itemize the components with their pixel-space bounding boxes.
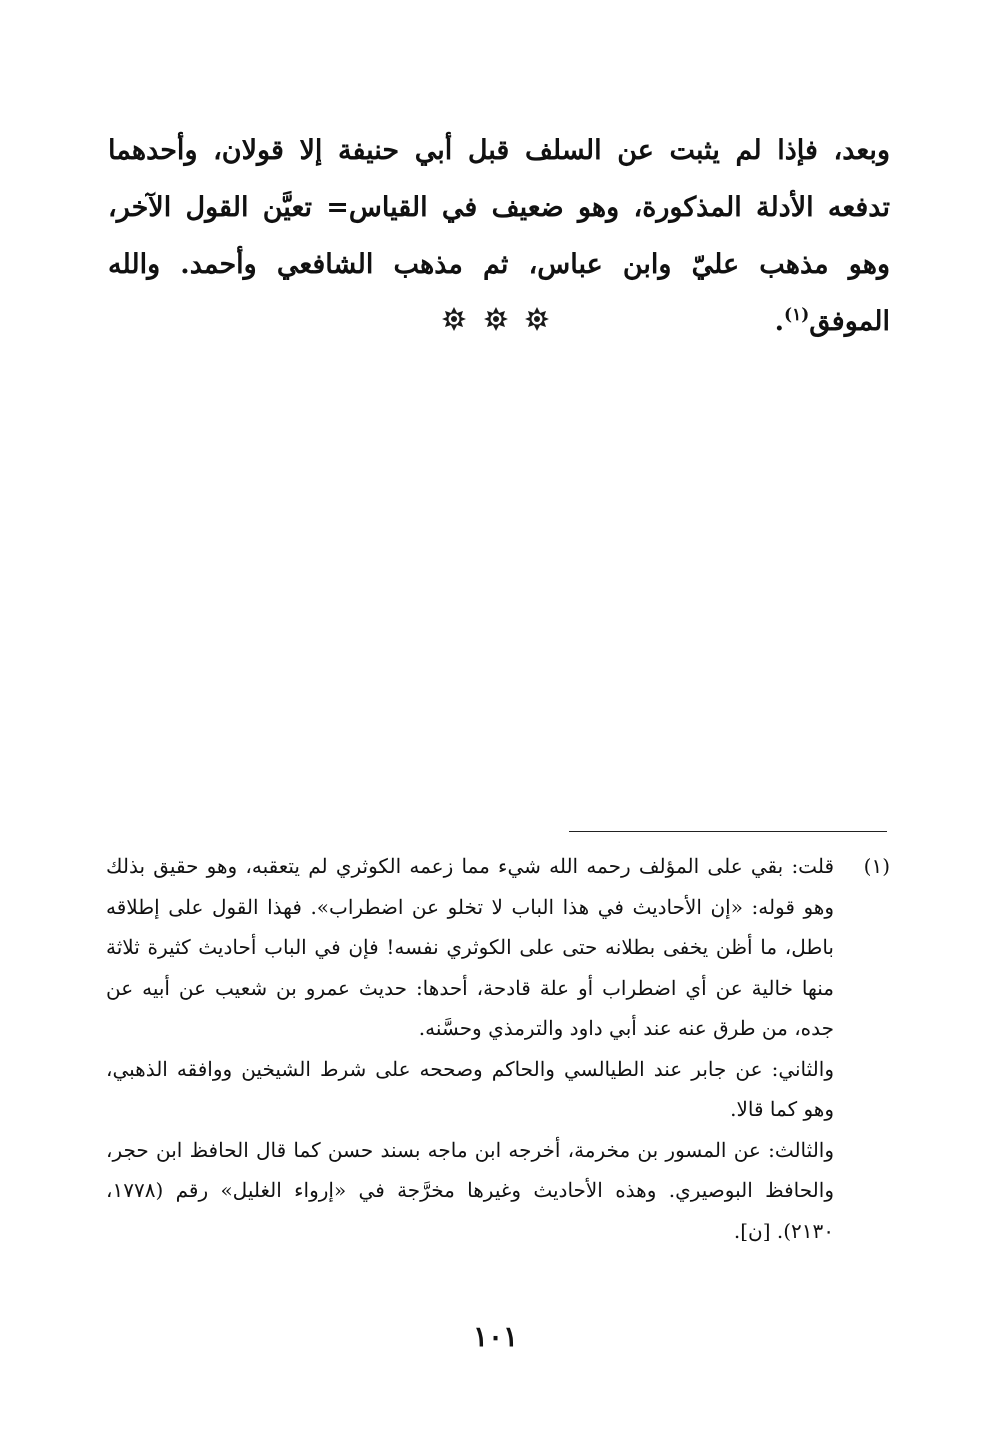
footnote-number: (١)	[863, 854, 890, 878]
paragraph-end-period: .	[774, 306, 785, 337]
flower-ornament-icon	[524, 306, 550, 332]
flower-ornament-icon	[483, 306, 509, 332]
footnote-paragraph: والثالث: عن المسور بن مخرمة، أخرجه ابن ماجه بسند حسن كما قال الحافظ ابن حجر، والحافظ البوصيري. وهذه الأحاديث وغيرها مخرَّجة في «إرواء الغليل» رقم (١٧٧٨، ٢١٣٠). [ن].	[106, 1137, 834, 1243]
footnotes-section	[106, 846, 890, 1251]
footnote-item	[106, 846, 890, 1251]
footnote-paragraph: قلت: بقي على المؤلف رحمه الله شيء مما زعمه الكوثري لم يتعقبه، وهو حقيق بذلك وهو قوله: «إن الأحاديث في هذا الباب لا تخلو عن اضطراب». فهذا القول على إطلاقه باطل، ما أظن يخفى بطلانه حتى على الكوثري نفسه! فإن في الباب أحاديث كثيرة ثلاثة منها خالية عن أي اضطراب أو علة قادحة، أحدها: حديث عمرو بن شعيب عن أبيه عن جده، من طرق عنه عند أبي داود والترمذي وحسَّنه.	[106, 854, 834, 1040]
footnote-reference: (١)	[784, 305, 810, 325]
footnote-divider	[569, 831, 887, 832]
flower-ornament-icon	[441, 306, 467, 332]
footnote-paragraph: والثاني: عن جابر عند الطيالسي والحاكم وصححه على شرط الشيخين ووافقه الذهبي، وهو كما قالا.	[106, 1056, 834, 1121]
section-separator	[0, 306, 991, 332]
page-number: ١٠١	[472, 1320, 519, 1353]
main-paragraph-text: وبعد، فإذا لم يثبت عن السلف قبل أبي حنيفة إلا قولان، وأحدهما تدفعه الأدلة المذكورة، وهو ضعيف في القياس= تعيَّن القول الآخر، وهو مذهب عليّ وابن عباس، ثم مذهب الشافعي وأحمد. والله الموفق	[108, 135, 890, 337]
